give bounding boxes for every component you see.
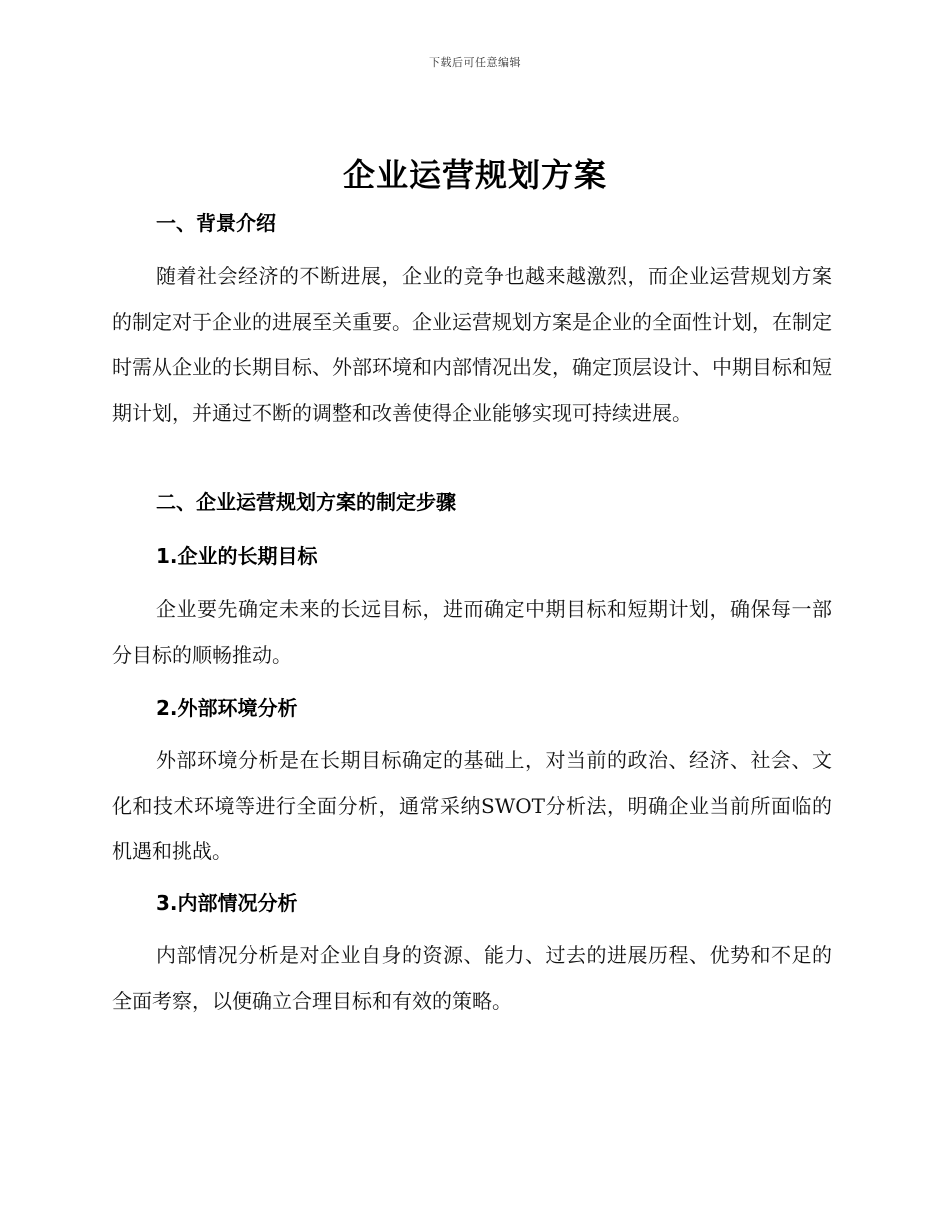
section-heading-background: 一、背景介绍	[156, 211, 276, 235]
subsection-heading-internal-analysis: 3.内部情况分析	[156, 891, 298, 915]
document-title: 企业运营规划方案	[342, 156, 607, 194]
page-header-note: 下载后可任意编辑	[429, 56, 521, 69]
subsection-heading-external-analysis: 2.外部环境分析	[156, 696, 298, 720]
subsection-paragraph-long-term-goals: 企业要先确定未来的长远目标，进而确定中期目标和短期计划，确保每一部分目标的顺畅推动。	[112, 597, 832, 667]
subsection-paragraph-external-analysis: 外部环境分析是在长期目标确定的基础上，对当前的政治、经济、社会、文化和技术环境等进行全面分析，通常采纳SWOT分析法，明确企业当前所面临的机遇和挑战。	[112, 748, 832, 863]
subsection-heading-long-term-goals: 1.企业的长期目标	[156, 544, 318, 568]
section-paragraph-background: 随着社会经济的不断进展，企业的竞争也越来越激烈，而企业运营规划方案的制定对于企业的进展至关重要。企业运营规划方案是企业的全面性计划，在制定时需从企业的长期目标、外部环境和内部情况出发，确定顶层设计、中期目标和短期计划，并通过不断的调整和改善使得企业能够实现可持续进展。	[112, 264, 832, 425]
subsection-paragraph-internal-analysis: 内部情况分析是对企业自身的资源、能力、过去的进展历程、优势和不足的全面考察，以便确立合理目标和有效的策略。	[112, 943, 832, 1013]
section-heading-steps: 二、企业运营规划方案的制定步骤	[156, 490, 456, 514]
